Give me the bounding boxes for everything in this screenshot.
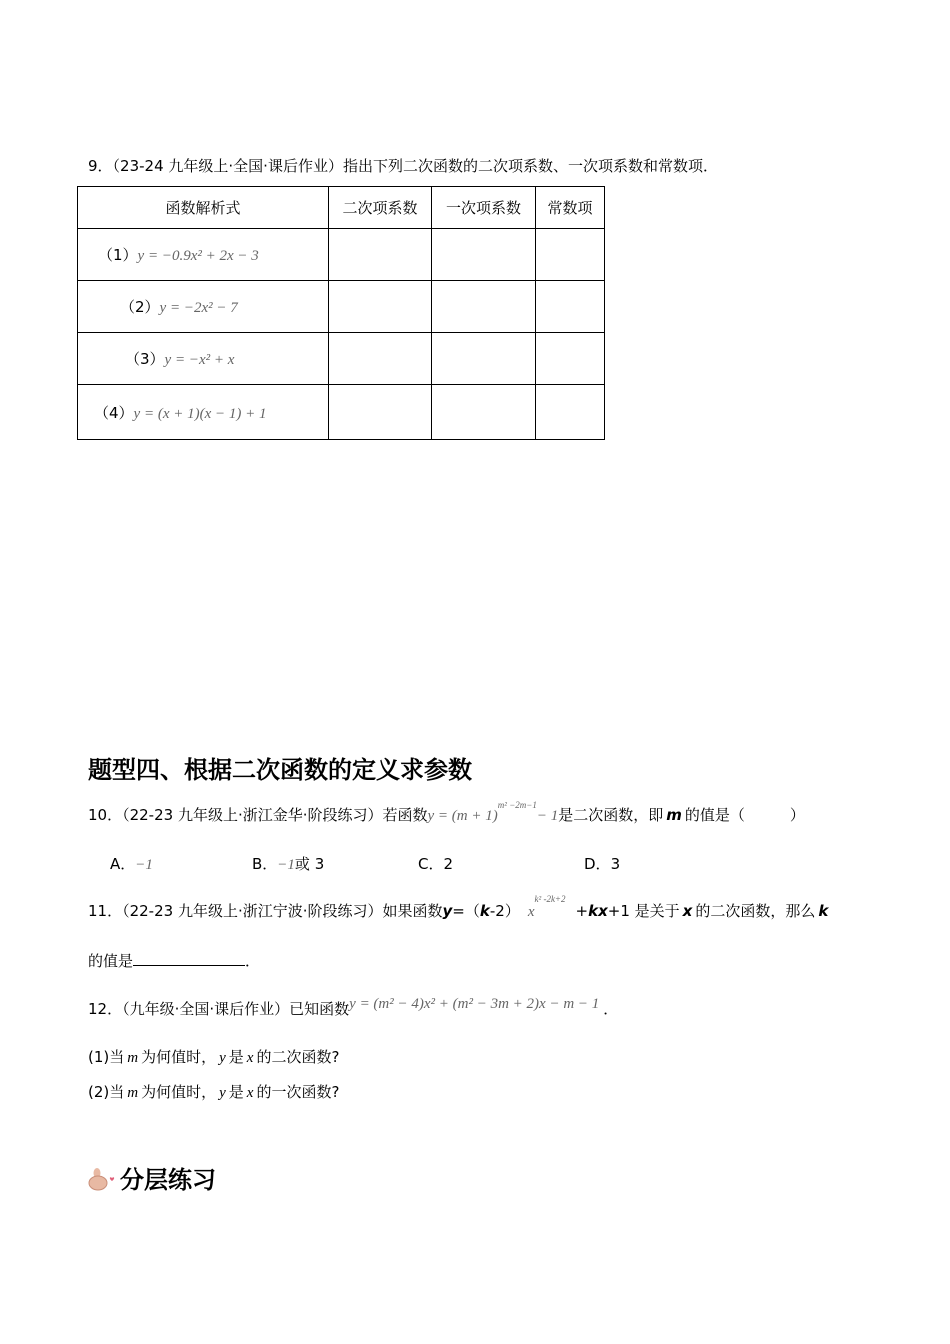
q9-source: （23-24 九年级上·全国·课后作业） xyxy=(112,157,343,175)
option-value: 2 xyxy=(443,855,454,873)
q11-k2: k xyxy=(818,902,829,920)
thumbs-up-icon xyxy=(88,1166,110,1190)
table-row xyxy=(78,385,605,440)
layer-practice-heading xyxy=(88,1160,216,1195)
formula-cell xyxy=(78,333,329,385)
option-value: 3 xyxy=(610,855,621,873)
q10-source: （22-23 九年级上·浙江金华·阶段练习） xyxy=(122,806,383,824)
q12-sub-1 xyxy=(88,1046,339,1067)
q11-eq: =（ xyxy=(452,902,480,920)
answer-cell[interactable] xyxy=(432,281,536,333)
answer-cell[interactable] xyxy=(329,385,432,440)
row-label: （3） xyxy=(125,350,165,368)
q9-stem-text: 指出下列二次函数的二次项系数、一次项系数和常数项． xyxy=(342,157,718,175)
answer-cell[interactable] xyxy=(432,229,536,281)
q10-number: 10． xyxy=(88,806,123,824)
q11-post: 的二次函数，那么 xyxy=(695,902,816,920)
option-letter: D． xyxy=(584,855,611,873)
row-label: （2） xyxy=(120,298,160,316)
q11-end: ． xyxy=(245,952,261,970)
option-letter: B． xyxy=(252,855,278,873)
option-value: −1 xyxy=(135,857,153,873)
sub-mid: 为何值时， xyxy=(141,1048,217,1066)
var-m: m xyxy=(127,1050,139,1066)
answer-cell[interactable] xyxy=(536,281,605,333)
table-header: 一次项系数 xyxy=(432,187,536,229)
q10-option-d[interactable] xyxy=(584,853,620,874)
answer-cell[interactable] xyxy=(329,229,432,281)
q11-line2-text: 的值是 xyxy=(88,952,134,970)
row-formula: y = −x² + x xyxy=(164,352,235,368)
answer-cell[interactable] xyxy=(536,229,605,281)
q11-kx: kx xyxy=(588,902,608,920)
q11-m2: -2） xyxy=(489,902,520,920)
q10-option-c[interactable] xyxy=(418,853,453,874)
answer-cell[interactable] xyxy=(536,333,605,385)
q10-formula-tail: − 1 xyxy=(536,808,559,824)
q10-option-a[interactable] xyxy=(110,853,153,874)
q11-x: x xyxy=(682,902,693,920)
sub-label: (2)当 xyxy=(88,1083,125,1101)
sub-tail: 的一次函数? xyxy=(256,1083,340,1101)
table-row xyxy=(78,333,605,385)
q11-base: x xyxy=(527,904,535,920)
q11-source: （22-23 九年级上·浙江宁波·阶段练习） xyxy=(122,902,383,920)
var-y: y xyxy=(219,1050,226,1066)
table-row xyxy=(78,229,605,281)
q12-formula: y = (m² − 4)x² + (m² − 3m + 2)x − m − 1 xyxy=(349,996,600,1012)
option-letter: C． xyxy=(418,855,444,873)
layer-title: 分层练习 xyxy=(120,1166,216,1194)
q11-stem xyxy=(88,894,829,921)
table-header: 二次项系数 xyxy=(329,187,432,229)
q10-pre: 若函数 xyxy=(382,806,428,824)
q10-post-a: 是二次函数，即 xyxy=(558,806,664,824)
row-label: （4） xyxy=(94,403,134,422)
sub-mid: 为何值时， xyxy=(141,1083,217,1101)
formula-cell xyxy=(78,229,329,281)
formula-cell xyxy=(78,281,329,333)
row-label: （1） xyxy=(98,246,138,264)
var-x: x xyxy=(246,1050,254,1066)
q10-formula: y = (m + 1) xyxy=(427,808,498,824)
section-title: 题型四、根据二次函数的定义求参数 xyxy=(88,756,472,784)
coefficient-table xyxy=(77,186,605,440)
q10-exponent: m² −2m−1 xyxy=(497,800,537,810)
q11-pre: 如果函数 xyxy=(382,902,443,920)
sub-is: 是 xyxy=(228,1083,244,1101)
q11-k: k xyxy=(479,902,490,920)
answer-blank[interactable] xyxy=(133,951,245,966)
var-m: m xyxy=(127,1085,139,1101)
q11-number: 11． xyxy=(88,902,123,920)
formula-cell xyxy=(78,385,329,440)
row-formula: y = (x + 1)(x − 1) + 1 xyxy=(133,405,267,422)
q11-plus1: +1 是关于 xyxy=(607,902,680,920)
sub-is: 是 xyxy=(228,1048,244,1066)
table-row xyxy=(78,281,605,333)
sub-tail: 的二次函数? xyxy=(256,1048,340,1066)
row-formula: y = −0.9x² + 2x − 3 xyxy=(137,248,259,264)
q10-var: m xyxy=(666,806,682,824)
q12-end: ． xyxy=(603,1000,619,1018)
sub-label: (1)当 xyxy=(88,1048,125,1066)
q11-y: y xyxy=(442,902,453,920)
q12-pre: 已知函数 xyxy=(289,1000,350,1018)
q11-exponent: k² -2k+2 xyxy=(534,894,566,904)
q12-stem xyxy=(88,998,618,1019)
answer-cell[interactable] xyxy=(432,385,536,440)
q12-source: （九年级·全国·课后作业） xyxy=(122,1000,290,1018)
option-letter: A． xyxy=(110,855,136,873)
answer-cell[interactable] xyxy=(536,385,605,440)
answer-cell[interactable] xyxy=(329,333,432,385)
q9-number: 9． xyxy=(88,157,113,175)
table-header: 常数项 xyxy=(536,187,605,229)
row-formula: y = −2x² − 7 xyxy=(159,300,238,316)
var-x: x xyxy=(246,1085,254,1101)
answer-cell[interactable] xyxy=(432,333,536,385)
q10-stem xyxy=(88,800,805,825)
option-value: −1 xyxy=(277,857,295,873)
q10-post-b: 的值是（ ） xyxy=(684,806,805,824)
q10-option-b[interactable] xyxy=(252,853,324,874)
q11-plus: + xyxy=(575,902,589,920)
var-y: y xyxy=(219,1085,226,1101)
q9-stem xyxy=(88,155,718,176)
answer-cell[interactable] xyxy=(329,281,432,333)
option-extra: 或 3 xyxy=(294,855,325,873)
q11-line2 xyxy=(88,950,260,971)
table-header-row xyxy=(78,187,605,229)
q12-sub-2 xyxy=(88,1081,339,1102)
q12-number: 12． xyxy=(88,1000,123,1018)
table-header: 函数解析式 xyxy=(78,187,329,229)
